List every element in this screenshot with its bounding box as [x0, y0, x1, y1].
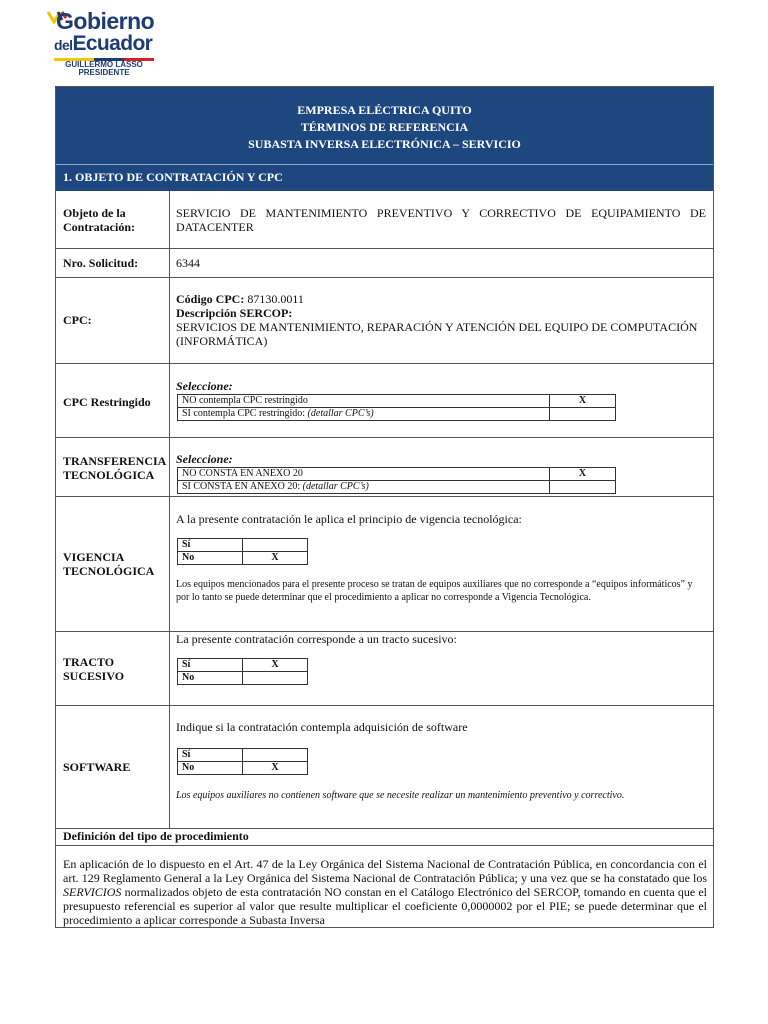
vigencia-label: VIGENCIA TECNOLÓGICA — [63, 550, 155, 578]
option-si-mark[interactable] — [550, 408, 616, 421]
no-label: No — [178, 672, 243, 685]
logo-president: GUILLERMO LASSO PRESIDENTE — [65, 60, 143, 77]
yes-mark[interactable]: X — [243, 659, 308, 672]
vigencia-note: Los equipos mencionados para el presente proceso se tratan de equipos auxiliares que no corresponde a “equipos informáticos” y por lo tanto se puede determinar que el procedimiento a aplicar no corresponde a Vigencia Tecnológica. — [176, 579, 693, 603]
row-divider — [56, 437, 713, 438]
solicitud-label: Nro. Solicitud: — [63, 256, 139, 270]
no-row — [178, 762, 308, 775]
cpc-codigo: Código CPC: 87130.0011 — [176, 292, 304, 306]
no-mark[interactable] — [243, 672, 308, 685]
no-mark[interactable]: X — [243, 762, 308, 775]
row-divider — [56, 705, 713, 706]
yes-mark[interactable] — [243, 539, 308, 552]
yes-row — [178, 659, 308, 672]
cpc-descripcion-label: Descripción SERCOP: — [176, 306, 293, 320]
yes-mark[interactable] — [243, 749, 308, 762]
objeto-value: SERVICIO DE MANTENIMIENTO PREVENTIVO Y CORRECTIVO DE EQUIPAMIENTO DE DATACENTER — [176, 206, 706, 234]
software-note: Los equipos auxiliares no contienen software que se necesite realizar un mantenimiento preventivo y correctivo. — [176, 790, 625, 801]
row-divider — [56, 496, 713, 497]
option-row — [178, 395, 616, 408]
option-no-label: NO CONSTA EN ANEXO 20 — [178, 468, 550, 481]
no-row — [178, 672, 308, 685]
government-logo — [44, 6, 158, 78]
cpc-restringido-options — [177, 394, 616, 421]
row-divider — [56, 248, 713, 249]
no-label: No — [178, 762, 243, 775]
no-mark[interactable]: X — [243, 552, 308, 565]
vigencia-intro: A la presente contratación le aplica el principio de vigencia tecnológica: — [176, 512, 522, 526]
header-company: EMPRESA ELÉCTRICA QUITO — [297, 103, 472, 117]
solicitud-value: 6344 — [176, 256, 200, 270]
yes-label: Sí — [178, 749, 243, 762]
cpc-label: CPC: — [63, 313, 92, 327]
yes-row — [178, 539, 308, 552]
cpc-restringido-select: Seleccione: — [176, 379, 233, 393]
tracto-label: TRACTO SUCESIVO — [63, 655, 125, 683]
option-row — [178, 481, 616, 494]
cpc-descripcion-value: SERVICIOS DE MANTENIMIENTO, REPARACIÓN Y ATENCIÓN DEL EQUIPO DE COMPUTACIÓN (INFORMÁTICA) — [176, 320, 698, 348]
column-divider — [169, 191, 170, 828]
header-terms: TÉRMINOS DE REFERENCIA — [300, 120, 469, 134]
row-divider — [56, 363, 713, 364]
option-si-label: SI contempla CPC restringido: (detallar CPC’s) — [178, 408, 550, 421]
option-row — [178, 408, 616, 421]
cpc-restringido-label: CPC Restringido — [63, 395, 151, 409]
row-divider — [56, 845, 713, 846]
tracto-intro: La presente contratación corresponde a un tracto sucesivo: — [176, 632, 457, 646]
logo-ecuador: delEcuador — [54, 32, 153, 55]
objeto-label: Objeto de la Contratación: — [63, 206, 135, 234]
header-divider — [56, 164, 713, 165]
software-label: SOFTWARE — [63, 760, 131, 774]
yes-label: Sí — [178, 659, 243, 672]
software-intro: Indique si la contratación contempla adquisición de software — [176, 720, 468, 734]
option-no-label: NO contempla CPC restringido — [178, 395, 550, 408]
tracto-yes-no — [177, 658, 308, 685]
option-no-mark[interactable]: X — [550, 395, 616, 408]
transferencia-select: Seleccione: — [176, 452, 233, 466]
transferencia-options — [177, 467, 616, 494]
logo-gobierno: Gobierno — [56, 8, 155, 34]
option-row — [178, 468, 616, 481]
definicion-paragraph: En aplicación de lo dispuesto en el Art. 47 de la Ley Orgánica del Sistema Nacional de Contratación Pública, en concordancia con el art. 129 Reglamento General a la Ley Orgánica del Sistema Nacional de Contratación Pública; y una vez que se ha constatado que los SERVICIOS normalizados objeto de esta contratación NO constan en el Catálogo Electrónico del SERCOP, tomando en cuenta que el presupuesto referencial es superior al valor que resulte multiplicar el coeficiente 0,0000002 por el PIE; se puede determinar que el procedimiento a aplicar corresponde a Subasta Inversa — [63, 857, 707, 927]
vigencia-yes-no — [177, 538, 308, 565]
yes-row — [178, 749, 308, 762]
transferencia-label: TRANSFERENCIA TECNOLÓGICA — [63, 454, 167, 482]
section-title: 1. OBJETO DE CONTRATACIÓN Y CPC — [63, 170, 283, 184]
software-yes-no — [177, 748, 308, 775]
option-no-mark[interactable]: X — [550, 468, 616, 481]
definicion-title: Definición del tipo de procedimiento — [63, 829, 249, 843]
header-subasta: SUBASTA INVERSA ELECTRÓNICA – SERVICIO — [248, 137, 521, 151]
yes-label: Sí — [178, 539, 243, 552]
no-row — [178, 552, 308, 565]
option-si-mark[interactable] — [550, 481, 616, 494]
option-si-label: SI CONSTA EN ANEXO 20: (detallar CPC’s) — [178, 481, 550, 494]
no-label: No — [178, 552, 243, 565]
row-divider — [56, 277, 713, 278]
